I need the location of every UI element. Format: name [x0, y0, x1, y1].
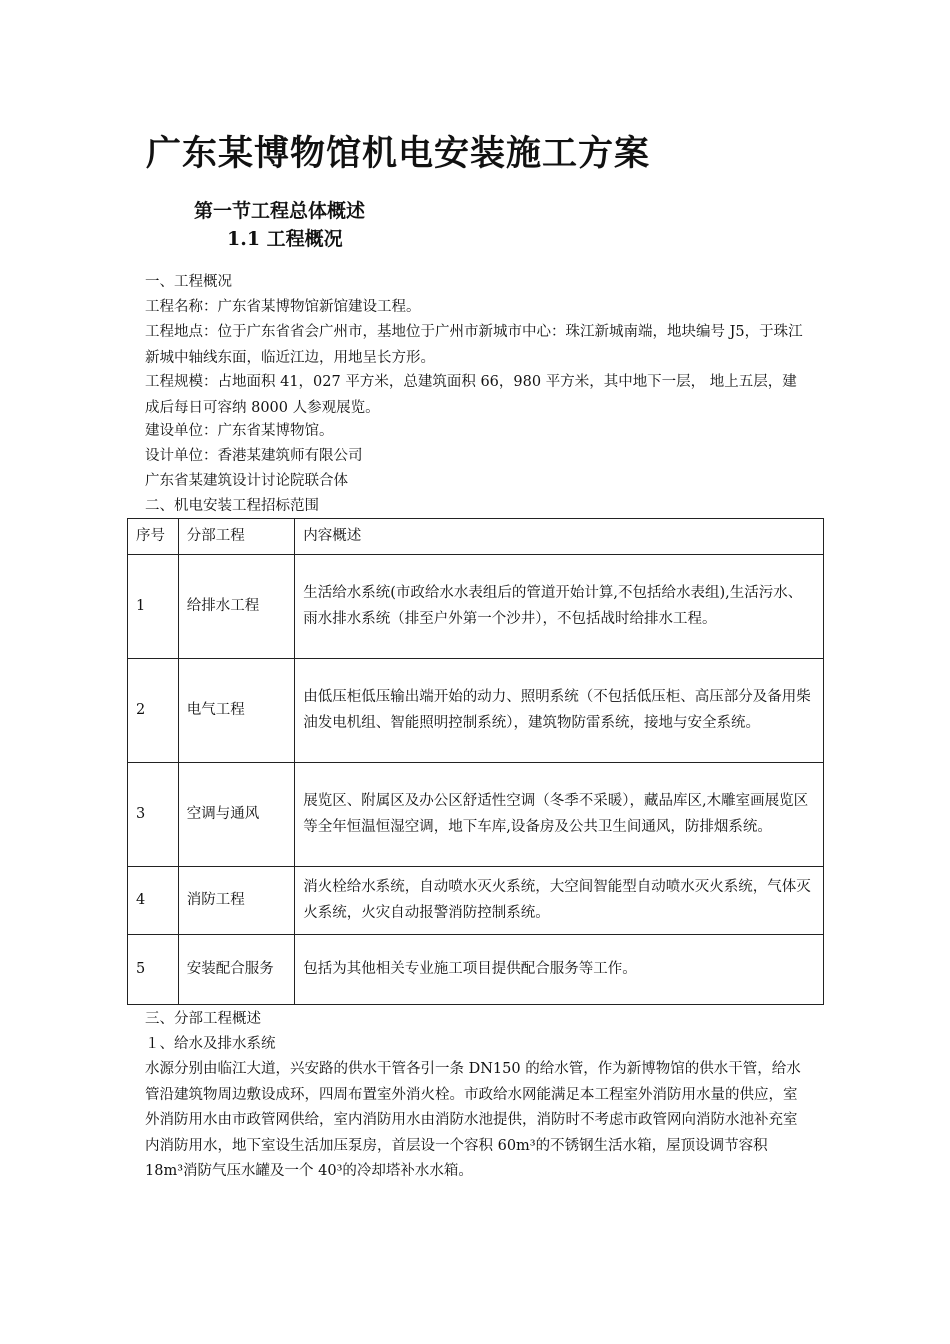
row-no: 3 — [128, 763, 179, 867]
row-no: 5 — [128, 935, 179, 1005]
header-cell-no: 序号 — [128, 519, 179, 555]
project-owner: 建设单位：广东省某博物馆。 — [145, 423, 334, 439]
document-title: 广东某博物馆机电安装施工方案 — [146, 133, 651, 174]
section-heading: 第一节工程总体概述 — [194, 200, 366, 222]
project-designer-2: 广东省某建筑设计讨论院联合体 — [145, 473, 348, 489]
water-system-heading: １、给水及排水系统 — [145, 1036, 276, 1052]
header-cell-part: 分部工程 — [178, 519, 295, 555]
header-cell-desc: 内容概述 — [295, 519, 824, 555]
project-designer: 设计单位：香港某建筑师有限公司 — [145, 448, 363, 464]
row-no: 1 — [128, 555, 179, 659]
subsystems-heading: 三、分部工程概述 — [145, 1011, 261, 1027]
row-part: 安装配合服务 — [178, 935, 295, 1005]
row-desc: 展览区、附属区及办公区舒适性空调（冬季不采暖），藏品库区,木雕室画展览区等全年恒温恒湿空调，地下车库,设备房及公共卫生间通风，防排烟系统。 — [295, 763, 824, 867]
table-row — [128, 935, 824, 1005]
table-row — [128, 867, 824, 935]
row-part: 空调与通风 — [178, 763, 295, 867]
table-header-row — [128, 519, 824, 555]
subsection-heading: 1.1 工程概况 — [227, 228, 343, 250]
row-desc: 消火栓给水系统，自动喷水灭火系统，大空间智能型自动喷水灭火系统，气体灭火系统，火灾自动报警消防控制系统。 — [295, 867, 824, 935]
project-scale: 工程规模：占地面积 41，027 平方米，总建筑面积 66，980 平方米，其中地下一层， 地上五层，建成后每日可容纳 8000 人参观展览。 — [145, 374, 797, 416]
row-part: 电气工程 — [178, 659, 295, 763]
overview-heading: 一、工程概况 — [145, 274, 232, 290]
water-system-text: 水源分别由临江大道，兴安路的供水干管各引一条 DN150 的给水管，作为新博物馆的供水干管，给水管沿建筑物周边敷设成环，四周布置室外消火栓。市政给水网能满足本工程室外消防用水量的供应，室外消防用水由市政管网供给，室内消防用水由消防水池提供，消防时不考虑市政管网向消防水池补充室内消防用水，地下室设生活加压泵房，首层设一个容积 60m³的不锈钢生活水箱，屋顶设调节容积 18m³消防气压水罐及一个 40³的冷却塔补水水箱。 — [145, 1061, 801, 1179]
table-row — [128, 763, 824, 867]
scope-heading: 二、机电安装工程招标范围 — [145, 498, 319, 514]
project-name: 工程名称：广东省某博物馆新馆建设工程。 — [145, 299, 421, 315]
row-part: 给排水工程 — [178, 555, 295, 659]
row-desc: 包括为其他相关专业施工项目提供配合服务等工作。 — [295, 935, 824, 1005]
scope-table — [127, 518, 824, 1005]
project-location: 工程地点：位于广东省省会广州市，基地位于广州市新城市中心：珠江新城南端，地块编号 J5，于珠江新城中轴线东面，临近江边，用地呈长方形。 — [145, 324, 803, 366]
row-desc: 生活给水系统(市政给水水表组后的管道开始计算,不包括给水表组),生活污水、雨水排水系统（排至户外第一个沙井），不包括战时给排水工程。 — [295, 555, 824, 659]
row-part: 消防工程 — [178, 867, 295, 935]
table-row — [128, 555, 824, 659]
row-no: 4 — [128, 867, 179, 935]
row-desc: 由低压柜低压输出端开始的动力、照明系统（不包括低压柜、高压部分及备用柴油发电机组、智能照明控制系统），建筑物防雷系统，接地与安全系统。 — [295, 659, 824, 763]
row-no: 2 — [128, 659, 179, 763]
table-row — [128, 659, 824, 763]
